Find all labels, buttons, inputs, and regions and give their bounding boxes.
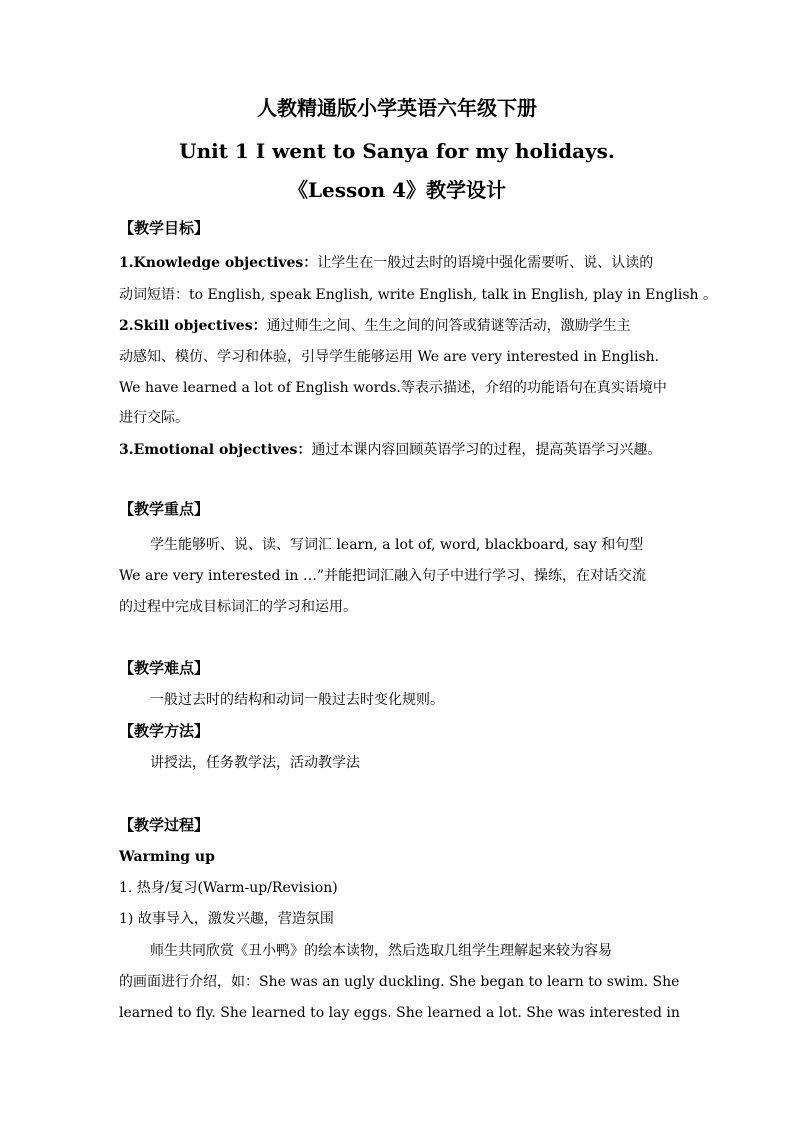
warming-up-label: Warming up [119,849,215,865]
emotional-objective-line [119,440,661,460]
knowledge-objective-label: 1.Knowledge objectives： [119,255,318,271]
process-paragraph-line-1: 师生共同欣赏《丑小鸭》的绘本读物，然后选取几组学生理解起来较为容易 [150,943,612,959]
knowledge-objective-line-2: 动词短语：to English, speak English, write English, talk in English, play in English 。 [119,287,717,303]
skill-objective-line-2: 动感知、模仿、学习和体验，引导学生能够运用 We are very interested in English. [119,349,660,365]
skill-objective-line-1 [119,316,631,336]
process-paragraph-line-2: 的画面进行介绍，如：She was an ugly duckling. She began to learn to swim. She [119,974,680,990]
skill-objective-text: 通过师生之间、生生之间的问答或猜谜等活动，激励学生主 [266,318,631,334]
key-points-heading: 【教学重点】 [119,500,210,518]
skill-objective-line-4: 进行交际。 [119,410,189,426]
skill-objective-label: 2.Skill objectives： [119,318,267,334]
key-points-line-2: We are very interested in …”并能把词汇融入句子中进行学习、操练，在对话交流 [119,568,646,584]
process-heading: 【教学过程】 [119,816,210,834]
key-points-line-1: 学生能够听、说、读、写词汇 learn, a lot of, word, blackboard, say 和句型 [150,537,644,553]
knowledge-objective-line-1 [119,253,653,273]
difficulties-heading: 【教学难点】 [119,659,210,677]
document-title-lesson: 《Lesson 4》教学设计 [287,178,507,202]
process-paragraph-line-3: learned to fly. She learned to lay eggs. She learned a lot. She was interested in [119,1005,680,1021]
document-title-unit: Unit 1 I went to Sanya for my holidays. [179,139,615,163]
methods-heading: 【教学方法】 [119,722,210,740]
document-title-chinese: 人教精通版小学英语六年级下册 [257,96,537,120]
knowledge-objective-text: 让学生在一般过去时的语境中强化需要听、说、认读的 [317,255,654,271]
methods-line-1: 讲授法，任务教学法，活动教学法 [150,755,360,771]
difficulties-line-1: 一般过去时的结构和动词一般过去时变化规则。 [150,692,444,708]
skill-objective-line-3: We have learned a lot of English words.等表示描述，介绍的功能语句在真实语境中 [119,380,667,396]
emotional-objective-text: 通过本课内容回顾英语学习的过程，提高英语学习兴趣。 [311,442,662,458]
process-step-1: 1. 热身/复习(Warm-up/Revision) [119,880,338,896]
objectives-heading: 【教学目标】 [119,219,210,237]
emotional-objective-label: 3.Emotional objectives： [119,442,312,458]
process-step-1-1: 1) 故事导入，激发兴趣，营造氛围 [119,911,334,927]
key-points-line-3: 的过程中完成目标词汇的学习和运用。 [119,599,357,615]
